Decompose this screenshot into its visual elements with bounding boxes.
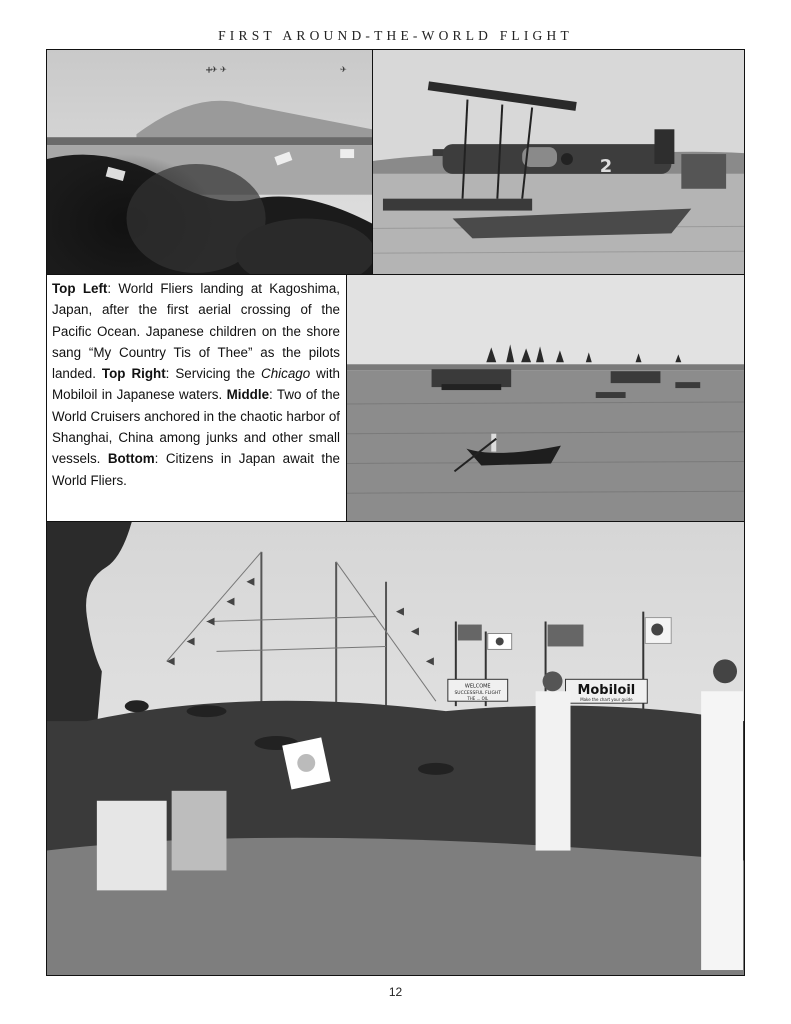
svg-text:✈: ✈ bbox=[340, 64, 347, 74]
page-header-title: FIRST AROUND-THE-WORLD FLIGHT bbox=[218, 28, 573, 43]
photo-top-left-kagoshima-landing bbox=[46, 49, 373, 275]
caption-label-bottom: Bottom bbox=[107, 451, 155, 467]
caption-label-middle: Middle bbox=[226, 387, 270, 403]
banner-welcome-bot: THE ... OIL bbox=[467, 696, 489, 702]
photo-middle-shanghai-harbor bbox=[346, 274, 745, 522]
caption-text-top-left: : World Fliers landing at Kagoshima, Japan, after the first aerial crossing of the Pacific Ocean. Japanese children on the shore sang “My Country Tis of Thee” as the pilots landed. bbox=[52, 281, 340, 382]
photo-caption bbox=[46, 274, 347, 522]
photo-top-right-servicing-chicago bbox=[372, 49, 745, 275]
banner-mobiloil-sub: Make the chart your guide bbox=[580, 697, 633, 703]
banner-welcome-mid: SUCCESSFUL FLIGHT bbox=[454, 691, 502, 697]
caption-text-top-right-a: : Servicing the bbox=[165, 366, 262, 382]
caption-text-bottom: : Citizens in Japan await the World Fliers. bbox=[52, 451, 340, 488]
svg-text:✈ ✈: ✈ ✈ bbox=[210, 64, 227, 74]
caption-text-chicago: Chicago bbox=[261, 366, 311, 382]
plane-number: 2 bbox=[599, 155, 613, 177]
caption-text-middle: : Two of the World Cruisers anchored in the chaotic harbor of Shanghai, China among junks and other small vessels. bbox=[52, 387, 340, 467]
caption-label-top-left: Top Left bbox=[52, 281, 108, 296]
caption-label-top-right: Top Right bbox=[101, 366, 166, 382]
page-number: 12 bbox=[388, 985, 403, 999]
banner-mobiloil: Mobiloil bbox=[577, 683, 636, 699]
photo-bottom-japan-crowd bbox=[46, 521, 745, 976]
banner-welcome-top: WELCOME bbox=[464, 683, 491, 690]
caption-text-top-right-b: with Mobiloil in Japanese waters. bbox=[52, 366, 340, 403]
